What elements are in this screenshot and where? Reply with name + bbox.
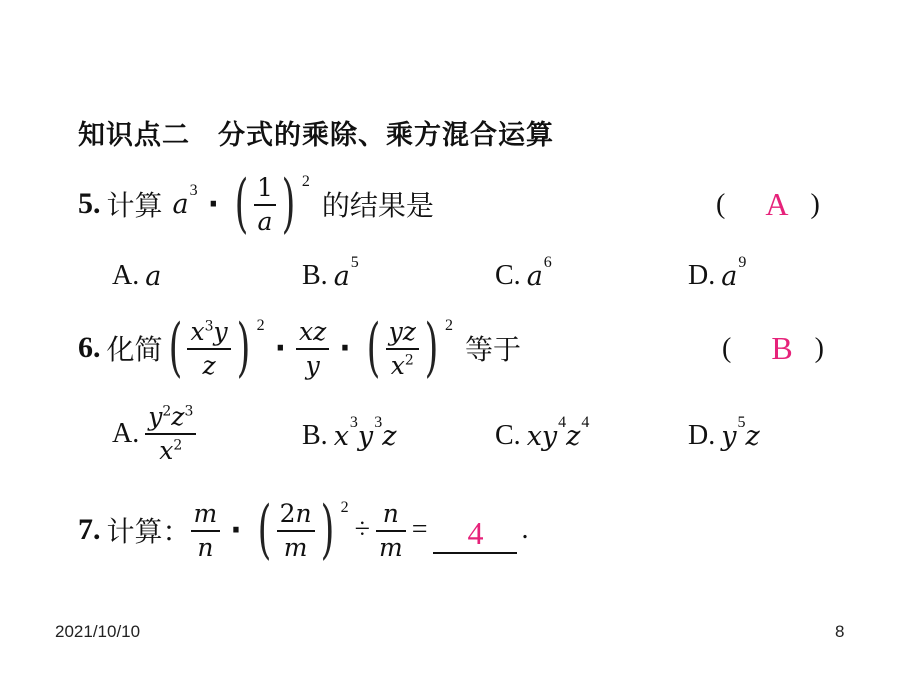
question-6-answer-bracket: ( B ) bbox=[722, 330, 824, 366]
question-6-answer: B bbox=[771, 330, 793, 366]
question-7-expression: $\frac{m}{n}$ · ( $\frac{2n}{m}$ ) 2 ÷ $\frac{n}{m}$ = bbox=[191, 498, 434, 562]
question-5-option-b: B. a 5 bbox=[302, 254, 359, 292]
question-5-option-d: D. a 9 bbox=[688, 254, 747, 292]
question-7-answer: 4 bbox=[467, 514, 484, 551]
question-5-prefix: 计算 bbox=[106, 189, 163, 222]
footer-date: 2021/10/10 bbox=[55, 622, 141, 641]
question-6-option-d: D. y 5 z bbox=[688, 414, 760, 452]
question-6-option-b: B. x 3 y 3 z bbox=[302, 414, 397, 452]
footer-page-number: 8 bbox=[835, 622, 845, 641]
question-6-number: 6. bbox=[78, 331, 101, 364]
question-7-number: 7. bbox=[78, 513, 101, 546]
question-6-suffix: 等于 bbox=[464, 333, 521, 366]
question-6-expression: ( $\frac{x^3y}{z}$ ) 2 · $\frac{xz}{y}$ · ( $\frac{yz}{x^2}$ ) 2 bbox=[168, 311, 453, 385]
question-5-suffix: 的结果是 bbox=[321, 189, 434, 222]
section-heading: 知识点二 分式的乘除、乘方混合运算 bbox=[78, 120, 554, 151]
question-5 bbox=[78, 167, 434, 241]
question-6-option-a: A. $\frac{y^2z^3}{x^2}$ bbox=[112, 404, 196, 463]
question-5-answer: A bbox=[765, 186, 789, 222]
question-6-prefix: 化简 bbox=[106, 333, 163, 366]
question-5-option-c: C. a 6 bbox=[495, 254, 552, 292]
question-5-expression: a 3 · ( $\frac{1}{a}$ ) 2 bbox=[172, 167, 310, 241]
question-5-option-a: A. a bbox=[112, 260, 162, 292]
question-6 bbox=[78, 311, 521, 385]
question-7-answer-blank bbox=[433, 515, 517, 554]
question-5-number: 5. bbox=[78, 187, 101, 220]
question-5-answer-bracket: ( A ) bbox=[716, 186, 820, 222]
question-6-option-c: C. xy 4 z 4 bbox=[495, 414, 590, 452]
question-7: 7. 计算： $\frac{m}{n}$ · ( $\frac{2n}{m}$ ) 2 ÷ $\frac{n}{m}$ = 4 . bbox=[78, 493, 529, 567]
question-7-prefix: 计算： bbox=[106, 515, 191, 548]
